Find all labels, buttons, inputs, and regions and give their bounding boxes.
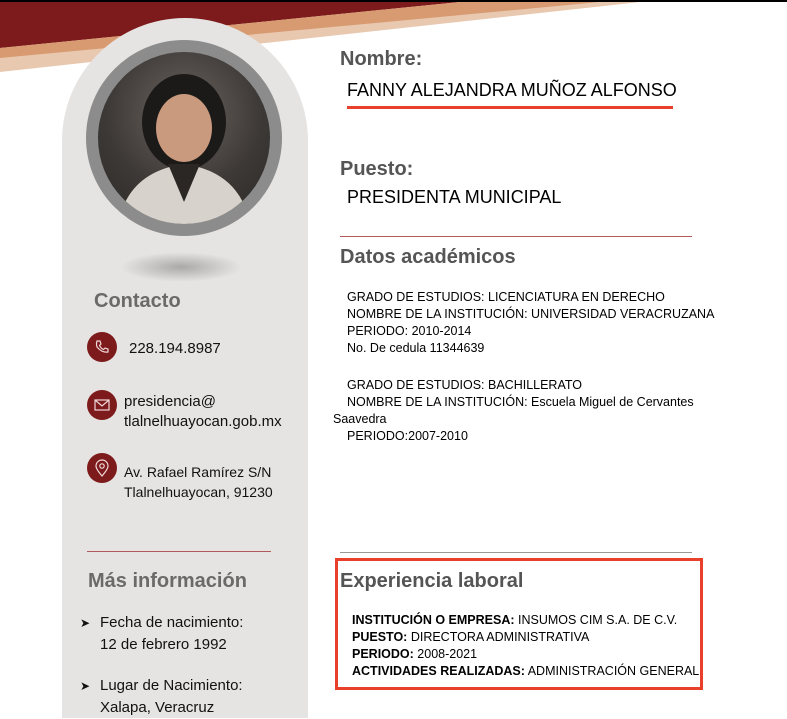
address-line-2: Tlalnelhuayocan, 91230 bbox=[124, 484, 273, 500]
academic-institution-1: NOMBRE DE LA INSTITUCIÓN: UNIVERSIDAD VERACRUZANA bbox=[347, 307, 715, 321]
email-line-1: presidencia@ bbox=[124, 393, 216, 410]
birthdate-label: Fecha de nacimiento: bbox=[100, 614, 244, 631]
experience-row bbox=[352, 646, 699, 663]
position-label: Puesto: bbox=[340, 158, 414, 180]
full-name: FANNY ALEJANDRA MUÑOZ ALFONSO bbox=[347, 80, 677, 100]
name-underline bbox=[347, 106, 673, 109]
phone-number: 228.194.8987 bbox=[129, 340, 221, 357]
bullet-arrow-icon: ➤ bbox=[80, 679, 91, 693]
experience-row bbox=[352, 663, 699, 680]
experience-value: INSUMOS CIM S.A. DE C.V. bbox=[514, 613, 678, 627]
experience-value: 2008-2021 bbox=[413, 647, 478, 661]
experience-details bbox=[352, 612, 699, 680]
phone-icon bbox=[87, 332, 117, 362]
mail-icon bbox=[87, 390, 117, 420]
contact-heading: Contacto bbox=[94, 290, 181, 312]
experience-value: DIRECTORA ADMINISTRATIVA bbox=[407, 630, 590, 644]
section-divider bbox=[340, 236, 692, 237]
section-divider bbox=[340, 552, 692, 553]
sidebar-divider bbox=[87, 551, 271, 552]
profile-photo bbox=[98, 52, 270, 224]
academic-institution-2: NOMBRE DE LA INSTITUCIÓN: Escuela Miguel de Cervantes bbox=[347, 395, 694, 409]
position-value: PRESIDENTA MUNICIPAL bbox=[347, 187, 562, 207]
academic-degree-1: GRADO DE ESTUDIOS: LICENCIATURA EN DERECHO bbox=[347, 290, 665, 304]
list-item bbox=[80, 675, 243, 719]
address bbox=[124, 462, 273, 502]
academic-period-1: PERIODO: 2010-2014 bbox=[347, 324, 472, 338]
bullet-arrow-icon: ➤ bbox=[80, 616, 91, 630]
experience-heading: Experiencia laboral bbox=[340, 570, 524, 592]
academic-heading: Datos académicos bbox=[340, 246, 516, 268]
birthdate-value: 12 de febrero 1992 bbox=[100, 636, 227, 653]
photo-shadow bbox=[120, 252, 242, 282]
name-label: Nombre: bbox=[340, 48, 423, 70]
experience-key: PERIODO: bbox=[352, 647, 414, 661]
academic-period-2: PERIODO:2007-2010 bbox=[347, 429, 468, 443]
experience-key: PUESTO: bbox=[352, 630, 408, 644]
academic-cedula: No. De cedula 11344639 bbox=[347, 341, 485, 355]
birthplace-label: Lugar de Nacimiento: bbox=[100, 677, 243, 694]
academic-block-1 bbox=[347, 289, 714, 357]
academic-institution-2-cont: Saavedra bbox=[333, 412, 387, 426]
experience-row bbox=[352, 629, 699, 646]
birthplace-value: Xalapa, Veracruz bbox=[100, 699, 215, 716]
list-item bbox=[80, 612, 244, 656]
academic-block-2 bbox=[333, 377, 707, 445]
email-address bbox=[124, 392, 282, 432]
location-pin-icon bbox=[87, 453, 117, 483]
experience-value: ADMINISTRACIÓN GENERAL bbox=[524, 664, 700, 678]
experience-row bbox=[352, 612, 699, 629]
more-info-heading: Más información bbox=[88, 570, 247, 592]
experience-key: ACTIVIDADES REALIZADAS: bbox=[352, 664, 525, 678]
experience-key: INSTITUCIÓN O EMPRESA: bbox=[352, 613, 515, 627]
academic-degree-2: GRADO DE ESTUDIOS: BACHILLERATO bbox=[347, 378, 583, 392]
address-line-1: Av. Rafael Ramírez S/N bbox=[124, 464, 272, 480]
email-line-2: tlalnelhuayocan.gob.mx bbox=[124, 413, 282, 430]
